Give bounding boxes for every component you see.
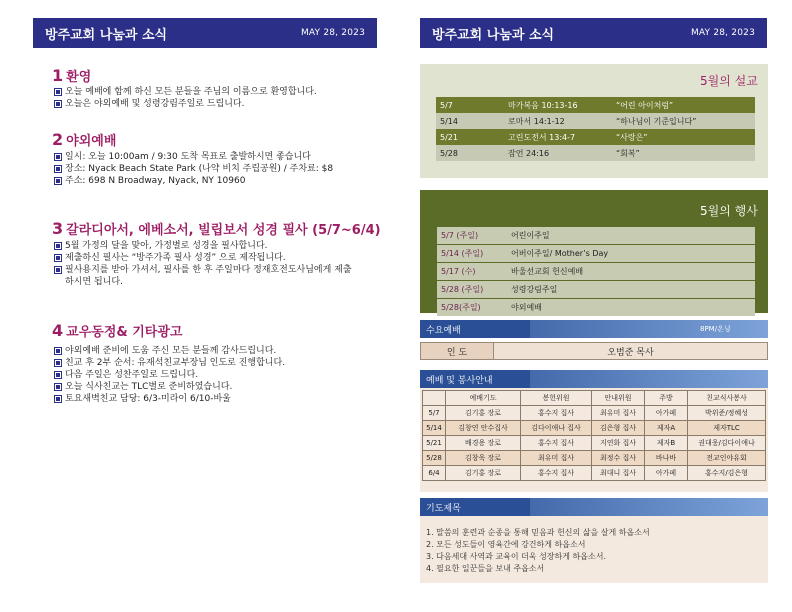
- table-row: 6/4 김기홍 장로 홍수지 집사 최대니 집사 아가페 홍수지/김은형: [423, 466, 766, 481]
- list-item: 친교 후 2부 순서: 유재석친교부장님 인도로 진행합니다.: [55, 357, 375, 369]
- section-3-list: [55, 240, 355, 288]
- list-item: 오늘 식사친교는 TLC별로 준비하였습니다.: [55, 381, 375, 393]
- table-row: 5/7 김기홍 장로 홍수지 집사 최유미 집사 아가페 박위준/정혜성: [423, 406, 766, 421]
- table-row: 5/28 잠언 24:16 “회복”: [436, 145, 755, 161]
- list-item: 장소: Nyack Beach State Park (나약 비치 주립공원) / 주차료: $8: [55, 163, 375, 175]
- list-item: 2. 모든 성도들이 영육간에 강건하게 하옵소서: [426, 540, 586, 549]
- sermon-title: 5월의 설교: [700, 74, 758, 88]
- sermon-table: [436, 97, 755, 161]
- section-4-list: [55, 345, 375, 405]
- table-row: 5/28 김창욱 장로 최유미 집사 최정수 집사 바나바 전교인야유회: [423, 451, 766, 466]
- right-header: [420, 18, 767, 48]
- event-row: 5/7 (주일) 어린이주일: [437, 227, 755, 244]
- list-item: 일시: 오늘 10:00am / 9:30 도착 목표로 출발하시면 좋습니다: [55, 151, 375, 163]
- section-3-title: 3 갈라디아서, 에베소서, 빌립보서 성경 필사 (5/7~6/4): [52, 219, 381, 238]
- section-4-title: 4 교우동정& 기타광고: [52, 321, 183, 340]
- section-2-title: 2 야외예배: [52, 130, 117, 149]
- table-row: 5/21 고린도전서 13:4-7 “사랑은”: [436, 129, 755, 145]
- list-item: 토요새벽친교 담당: 6/3-미라이 6/10-바울: [55, 393, 375, 405]
- right-header-date: MAY 28, 2023: [690, 28, 755, 38]
- table-header-row: 예배기도 봉헌위원 안내위원 주방 친교식사봉사: [423, 391, 766, 406]
- table-row: 5/14 김창연 안수집사 김다이애나 집사 김은형 집사 제자A 제자TLC: [423, 421, 766, 436]
- list-item: 필사용지를 받아 가셔서, 필사를 한 후 주일마다 정재호전도사님에게 제출하시면 됩니다.: [55, 264, 355, 288]
- list-item: 제출하신 필사는 “방주가족 필사 성경” 으로 제작됩니다.: [55, 252, 355, 264]
- service-table: [422, 390, 766, 481]
- left-header: [33, 18, 377, 48]
- list-item: 5월 가정의 달을 맞아, 가정별로 성경을 필사합니다.: [55, 240, 355, 252]
- leader-label: 인 도: [421, 343, 494, 359]
- list-item: 1. 말씀의 훈련과 순종을 통해 믿음과 헌신의 삶을 살게 하옵소서: [426, 528, 650, 537]
- table-row: 5/21 배경용 장로 홍수지 집사 지연화 집사 제자B 권대웅/김다이애나: [423, 436, 766, 451]
- wednesday-label: 수요예배: [420, 320, 530, 338]
- list-item: 다음 주일은 성찬주일로 드립니다.: [55, 369, 375, 381]
- service-label: 예배 및 봉사안내: [420, 370, 530, 388]
- table-row: 5/7 마가복음 10:13-16 “어린 아이처럼”: [436, 97, 755, 113]
- section-1-title: 1 환영: [52, 66, 92, 85]
- section-2-list: [55, 151, 375, 187]
- event-row: 5/28 (주일) 성령강림주일: [437, 281, 755, 298]
- leader-name: 오범준 목사: [607, 347, 654, 358]
- right-header-title: 방주교회 나눔과 소식: [432, 27, 555, 43]
- event-row: 5/14 (주일) 어버이주일/ Mother’s Day: [437, 245, 755, 262]
- prayer-label: 기도제목: [420, 498, 530, 516]
- left-header-title: 방주교회 나눔과 소식: [45, 27, 168, 43]
- wednesday-leader-row: [420, 342, 768, 360]
- list-item: 4. 필요한 일꾼들을 보내 주옵소서: [426, 564, 545, 573]
- list-item: 주소: 698 N Broadway, Nyack, NY 10960: [55, 175, 375, 187]
- section-1-list: [55, 86, 375, 110]
- left-header-date: MAY 28, 2023: [300, 28, 365, 38]
- prayer-list: [426, 527, 764, 575]
- list-item: 야외예배 준비에 도움 주신 모든 분들께 감사드립니다.: [55, 345, 375, 357]
- table-row: 5/14 로마서 14:1-12 “하나님이 기준입니다”: [436, 113, 755, 129]
- event-row: 5/28(주일) 야외예배: [437, 299, 755, 316]
- event-row: 5/17 (수) 바울선교회 헌신예배: [437, 263, 755, 280]
- list-item: 오늘은 야외예배 및 성령강림주일로 드립니다.: [55, 98, 375, 110]
- list-item: 3. 다음세대 사역과 교육이 더욱 성장하게 하옵소서.: [426, 552, 606, 561]
- events-title: 5월의 행사: [700, 204, 758, 218]
- wednesday-time: 8PM/온닝: [700, 325, 731, 333]
- list-item: 오늘 예배에 함께 하신 모든 분들을 주님의 이름으로 환영합니다.: [55, 86, 375, 98]
